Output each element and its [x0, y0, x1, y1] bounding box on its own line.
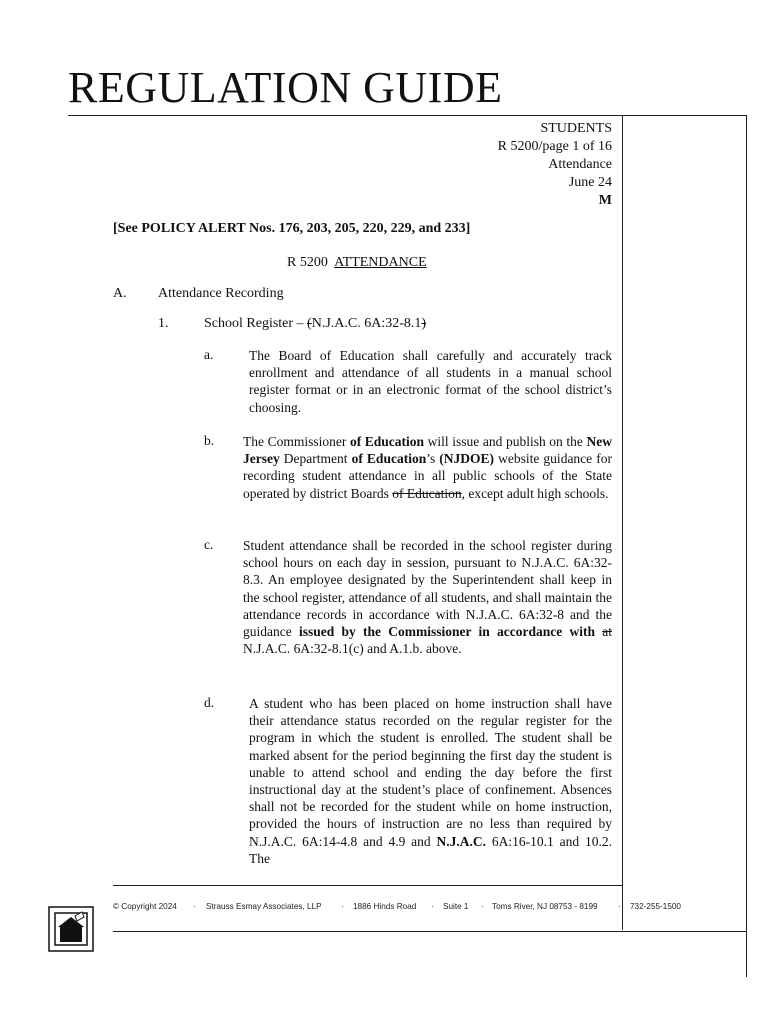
footer-address: 1886 Hinds Road — [353, 902, 417, 911]
policy-alert: [See POLICY ALERT Nos. 176, 203, 205, 220, 229, and 233] — [113, 221, 471, 236]
item-1-label: 1. — [158, 316, 169, 331]
item-b-text: The Commissioner of Education will issue and publish on the New Jersey Department of Education’s (NJDOE) website guidance for recording student attendance in all public schools of the State operated by district Boards of Education, except adult high schools. — [243, 434, 612, 501]
footer-phone: 732-255-1500 — [630, 902, 681, 911]
item-d-text: A student who has been placed on home instruction shall have their attendance status recorded on the regular register for the program in which the student is enrolled. The student shall be marked absent for the period beginning the first day the student is unable to attend school and ending the day before the first instructional day at the student’s place of confinement. Absences shall not be recorded for the student while on home instruction, provided the hours of instruction are no less than required by N.J.A.C. 6A:14-4.8 and 4.9 and N.J.A.C. 6A:16-10.1 and 10.2. The — [249, 696, 612, 866]
item-b-label: b. — [204, 433, 215, 448]
footer-copyright: © Copyright 2024 — [113, 902, 177, 911]
regulation-number: R 5200 — [287, 255, 328, 270]
item-c-label: c. — [204, 537, 214, 552]
document-header — [498, 120, 612, 210]
item-a-text: The Board of Education shall carefully and accurately track enrollment and attendance of all students in a manual school register format or in an electronic format of the school district’s choosing. — [249, 348, 612, 415]
footer-city: Toms River, NJ 08753 - 8199 — [492, 902, 598, 911]
margin-rule — [622, 115, 623, 930]
item-c-text: Student attendance shall be recorded in the school register during school hours on each day in session, pursuant to N.J.A.C. 6A:32-8.3. An employee designated by the Superintendent shall keep in the school register, attendance of all students, and shall maintain the attendance records in accordance with N.J.A.C. 6A:32-8 and the guidance issued by the Commissioner in accordance with at N.J.A.C. 6A:32-8.1(c) and A.1.b. above. — [243, 538, 612, 657]
header-topic: Attendance — [548, 157, 612, 172]
section-a-label: A. — [113, 286, 127, 301]
footer-company: Strauss Esmay Associates, LLP — [206, 902, 322, 911]
footer-sep-2: · — [341, 902, 344, 911]
footer-sep-5: · — [618, 902, 621, 911]
item-1-text: School Register – (N.J.A.C. 6A:32-8.1) — [204, 316, 427, 331]
footer-sep-1: · — [193, 902, 196, 911]
outer-rule — [746, 115, 747, 977]
section-a-title: Attendance Recording — [158, 286, 284, 301]
footer-top-rule — [113, 885, 622, 886]
footer-sep-3: · — [431, 902, 434, 911]
header-page-ref: R 5200/page 1 of 16 — [497, 139, 612, 154]
page-title: REGULATION GUIDE — [68, 63, 503, 112]
footer-suite: Suite 1 — [443, 902, 469, 911]
footer-bottom-rule — [113, 931, 746, 932]
footer-sep-4: · — [481, 902, 484, 911]
header-mark: M — [598, 193, 612, 208]
regulation-name: ATTENDANCE — [334, 255, 427, 270]
item-a-label: a. — [204, 347, 214, 362]
regulation-title — [287, 255, 427, 271]
publisher-logo-icon — [48, 906, 94, 952]
header-category: STUDENTS — [540, 121, 612, 136]
title-rule — [68, 115, 746, 116]
item-d-label: d. — [204, 695, 215, 710]
header-date: June 24 — [568, 175, 612, 190]
